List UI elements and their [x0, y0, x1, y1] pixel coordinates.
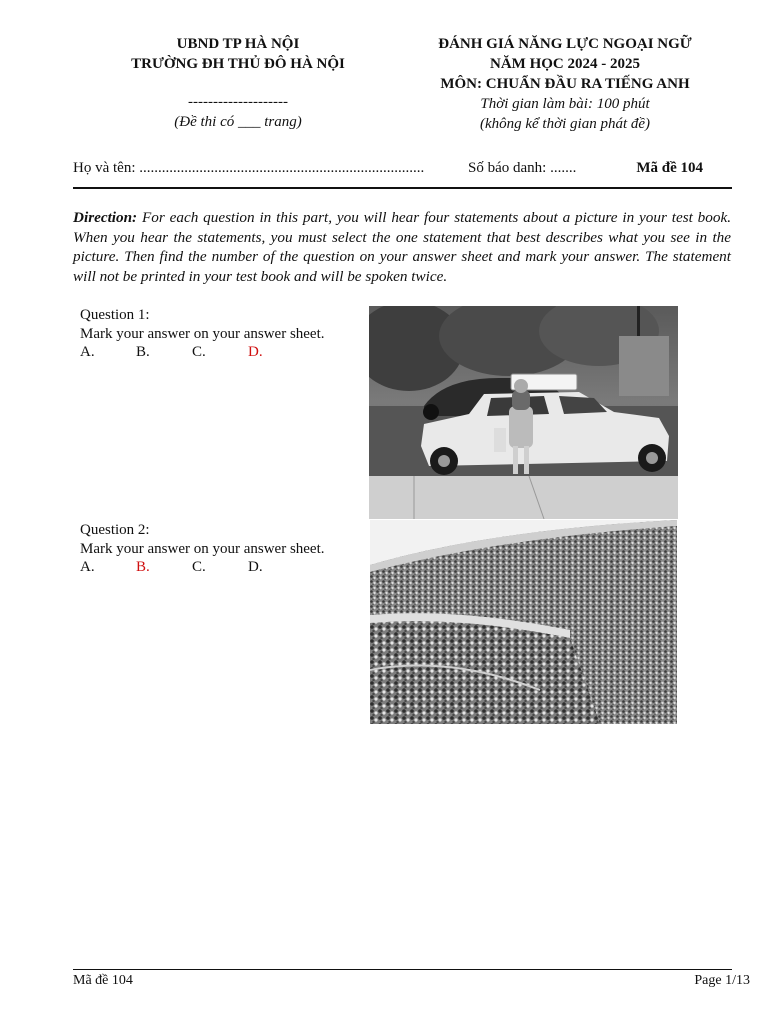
direction-paragraph [73, 208, 731, 286]
question-instruction: Mark your answer on your answer sheet. [80, 325, 325, 342]
header-right [400, 34, 730, 134]
question-2 [80, 521, 325, 577]
answer-choices [80, 558, 325, 577]
question-title: Question 1: [80, 307, 150, 323]
choice-b[interactable]: B. [136, 344, 150, 360]
candidate-info [73, 160, 703, 180]
answer-choices [80, 343, 325, 362]
exam-time: Thời gian làm bài: 100 phút [480, 96, 650, 112]
header-left [100, 34, 376, 132]
question-2-photo [370, 520, 677, 724]
exam-title: ĐÁNH GIÁ NĂNG LỰC NGOẠI NGỮ [438, 36, 692, 52]
exam-code: Mã đề 104 [636, 160, 703, 176]
subject: MÔN: CHUẨN ĐẦU RA TIẾNG ANH [440, 76, 690, 92]
choice-d[interactable]: D. [248, 344, 263, 360]
stadium-crowd-photo [370, 520, 677, 724]
direction-text: For each question in this part, you will hear four statements about a picture in your test book. When you hear the statements, you must select the one statement that best describes what you see in the picture. Then find the number of the question on your answer sheet and mark your answer. The statement will not be printed in your test book and will be spoken twice. [73, 209, 731, 285]
choice-a[interactable]: A. [80, 559, 95, 575]
school-year: NĂM HỌC 2024 - 2025 [490, 56, 640, 72]
exam-time-note: (không kể thời gian phát đề) [479, 116, 651, 132]
footer-page-number: Page 1/13 [694, 973, 750, 988]
dash-separator: -------------------- [188, 94, 288, 110]
taxi-street-photo [369, 306, 678, 519]
question-title: Question 2: [80, 522, 150, 538]
question-1-photo [369, 306, 678, 519]
choice-a[interactable]: A. [80, 344, 95, 360]
choice-b[interactable]: B. [136, 559, 150, 575]
pages-note: (Đề thi có ___ trang) [174, 114, 302, 130]
question-1 [80, 306, 325, 362]
direction-label: Direction: [73, 209, 138, 226]
choice-c[interactable]: C. [192, 559, 206, 575]
footer-exam-code: Mã đề 104 [73, 973, 133, 988]
candidate-id-line: Số báo danh: ....... [468, 160, 577, 176]
footer-divider [73, 969, 732, 970]
school-name: TRƯỜNG ĐH THỦ ĐÔ HÀ NỘI [131, 56, 345, 72]
question-instruction: Mark your answer on your answer sheet. [80, 540, 325, 557]
choice-d[interactable]: D. [248, 559, 263, 575]
choice-c[interactable]: C. [192, 344, 206, 360]
candidate-name-line: Họ và tên: ............................................................................ [73, 160, 425, 176]
header-divider [73, 187, 732, 189]
org-name: UBND TP HÀ NỘI [176, 36, 300, 52]
